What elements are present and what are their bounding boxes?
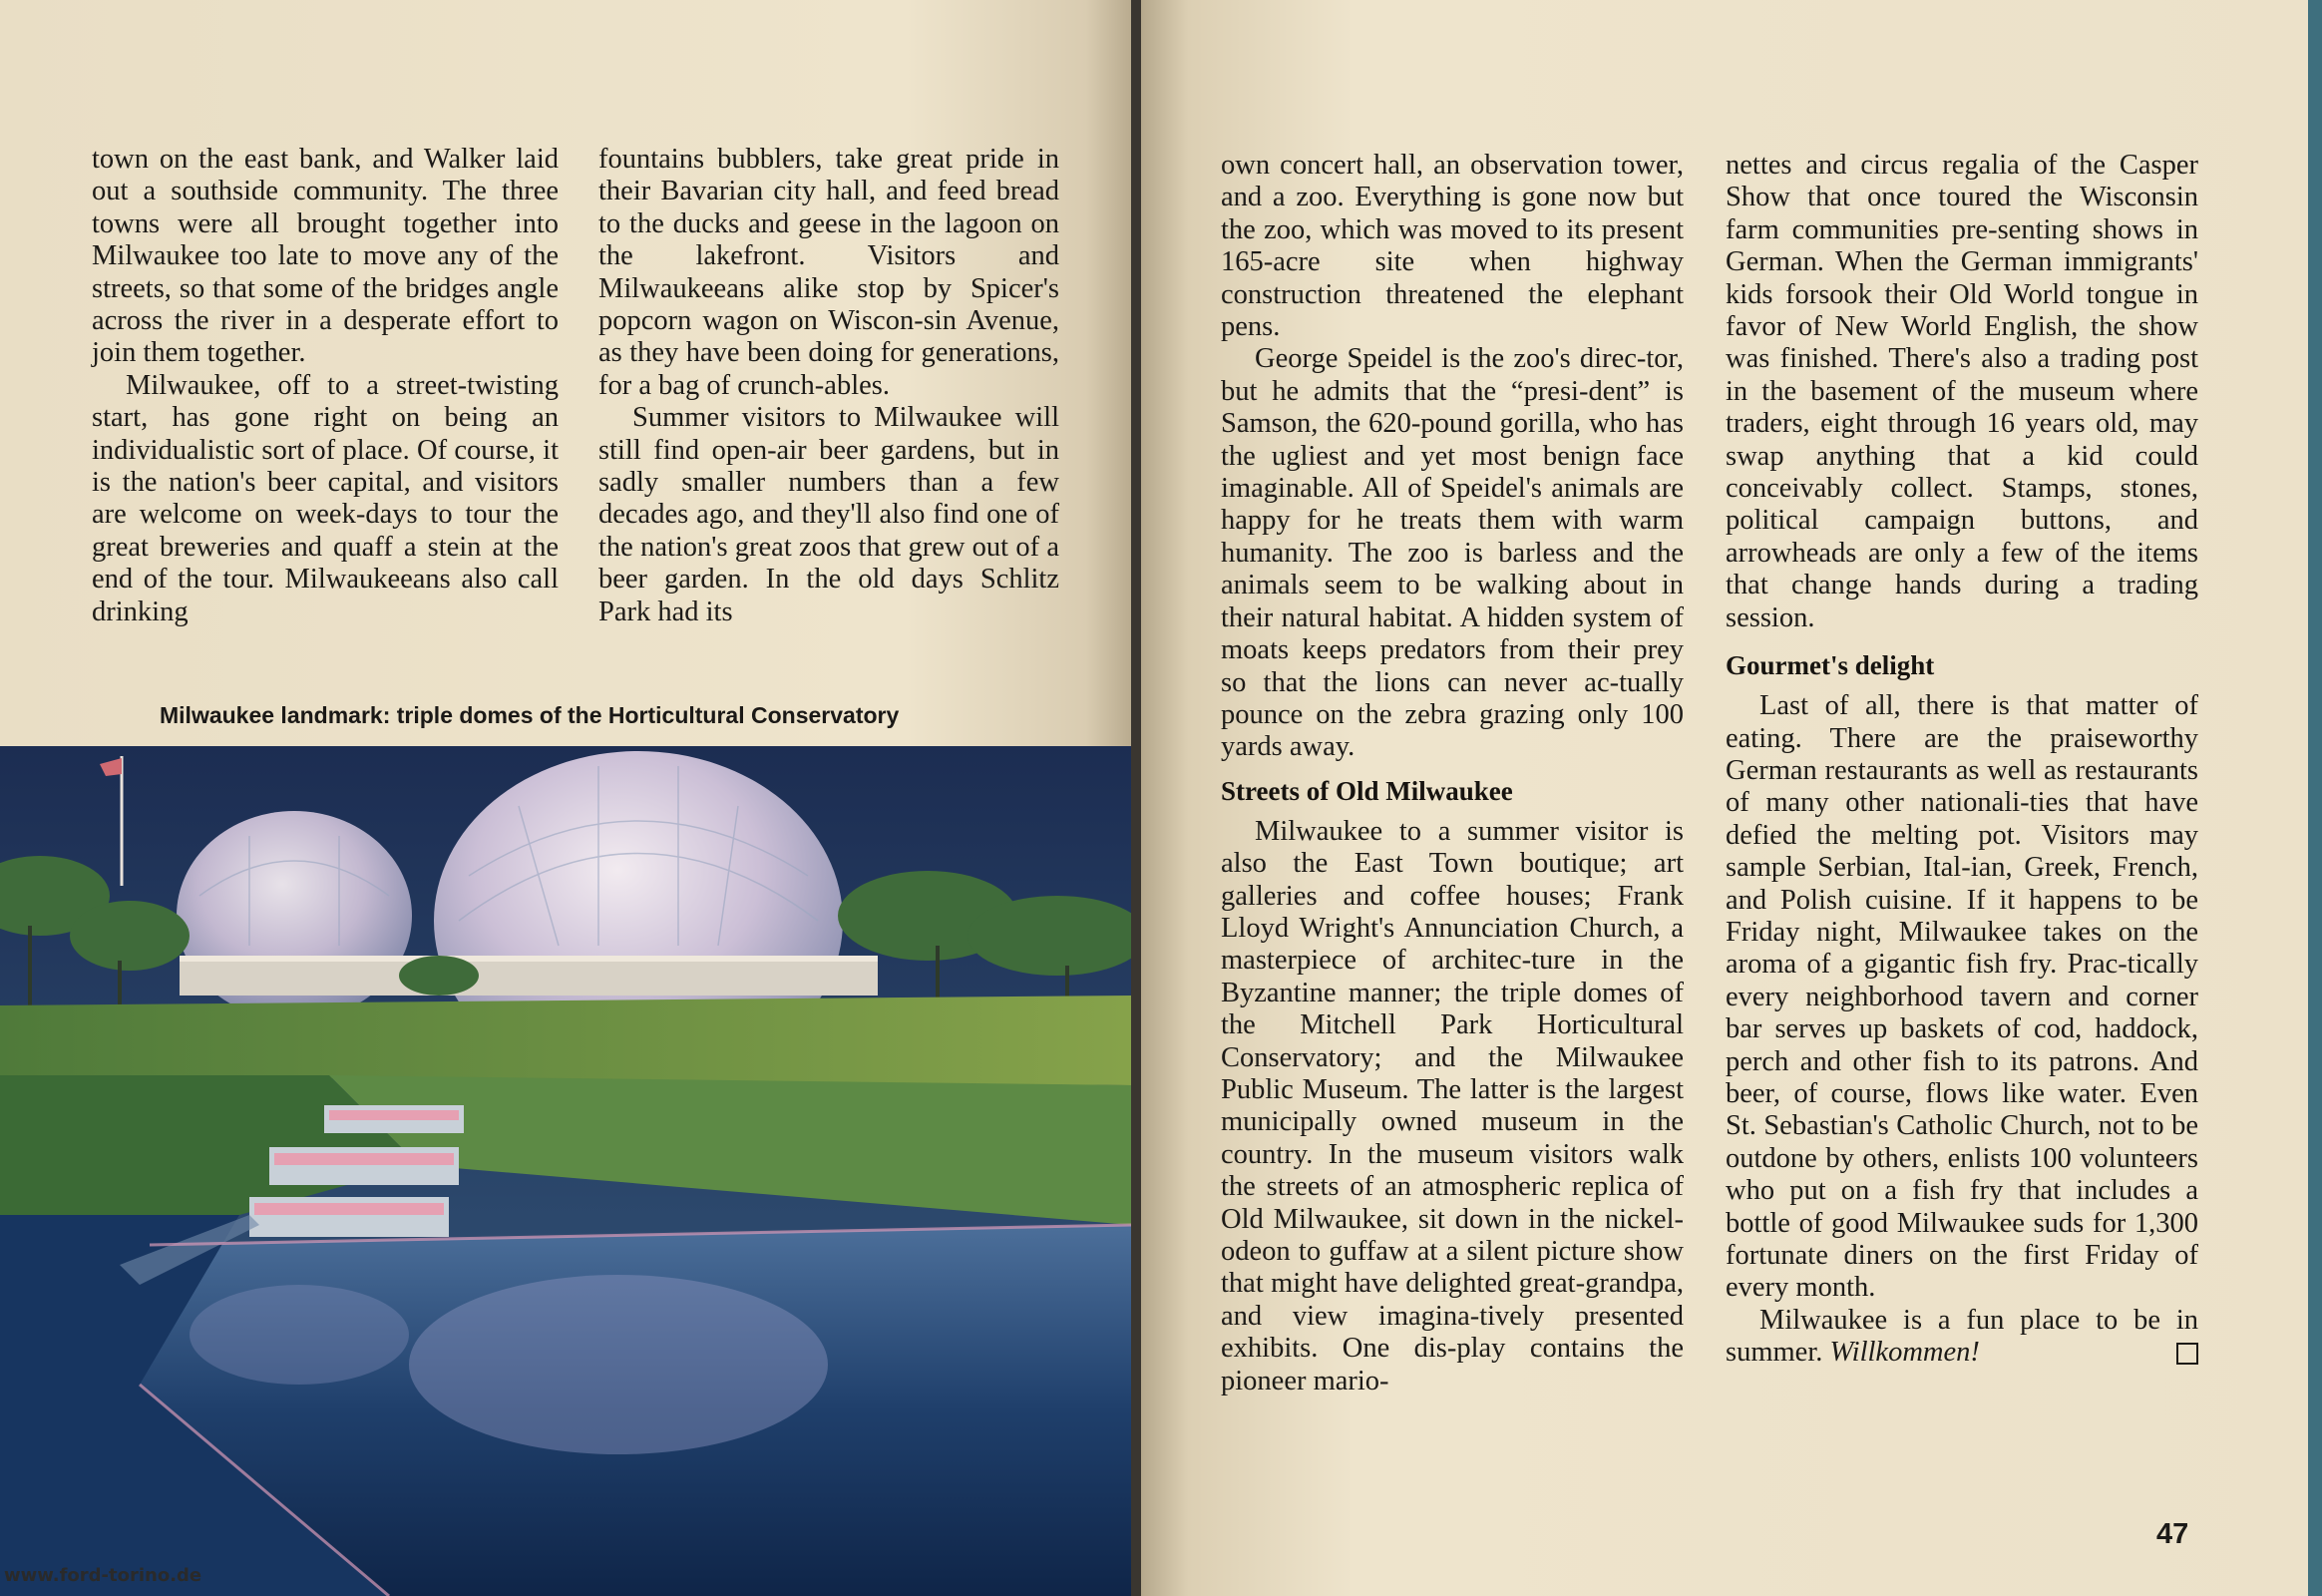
paragraph: Milwaukee, off to a street-twisting start, has gone right on being an individualistic sort of place. Of course, it is the nation's beer capital, and visitors are welcome on week-days to tour the great breweries and quaff a stein at the end of the tour. Milwaukeeans also call drinking [92, 369, 559, 627]
right-column-2 [1726, 150, 2198, 1370]
right-page [1141, 0, 2322, 1596]
closing-paragraph [1726, 1305, 2198, 1370]
left-column-2 [598, 144, 1059, 628]
end-of-article-mark [2176, 1343, 2198, 1365]
closing-italic: Willkommen! [1829, 1337, 1980, 1369]
paragraph: fountains bubblers, take great pride in their Bavarian city hall, and feed bread to the ducks and geese in the lagoon on the lakefront. Visitors and Milwaukeeans alike stop by Spicer's popcorn wagon on Wiscon-sin Avenue, as they have been doing for generations, for a bag of crunch-ables. [598, 144, 1059, 401]
website-watermark: www.ford-torino.de [4, 1565, 202, 1586]
section-heading: Gourmet's delight [1726, 650, 1935, 681]
section-heading: Streets of Old Milwaukee [1221, 775, 1513, 806]
left-column-1 [92, 144, 559, 628]
book-gutter [1131, 0, 1141, 1596]
page-number: 47 [2156, 1518, 2189, 1550]
left-page [0, 0, 1131, 1596]
paragraph: town on the east bank, and Walker laid out a southside community. The three towns were all brought together into Milwaukee too late to move any of the streets, so that some of the bridges angle across the river in a desperate effort to join them together. [92, 144, 559, 369]
paragraph: Milwaukee to a summer visitor is also the East Town boutique; art galleries and coffee houses; Frank Lloyd Wright's Annunciation Church, a masterpiece of architec-ture in the Byzantine manner; the triple domes of the Mitchell Park Horticultural Conservatory; and the Milwaukee Public Museum. The latter is the largest municipally owned museum in the country. In the museum visitors walk the streets of an atmospheric replica of Old Milwaukee, sit down in the nickel-odeon to guffaw at a silent picture show that might have delighted great-grandpa, and view imagina-tively presented exhibits. One dis-play contains the pioneer mario- [1221, 815, 1684, 1396]
right-column-1 [1221, 150, 1684, 1397]
paragraph: Summer visitors to Milwaukee will still find open-air beer gardens, but in sadly smaller numbers than a few decades ago, and they'll also find one of the nation's great zoos that grew out of a beer garden. In the old days Schlitz Park had its [598, 402, 1059, 627]
paragraph: nettes and circus regalia of the Casper Show that once toured the Wisconsin farm communities pre-senting shows in German. When the German immigrants' kids forsook their Old World tongue in favor of New World English, the show was finished. There's also a trading post in the basement of the museum where traders, eight through 16 years old, may swap anything that a kid could conceivably collect. Stamps, stones, political campaign buttons, and arrowheads are only a few of the items that change hands during a trading session. [1726, 150, 2198, 633]
cover-edge [2308, 0, 2322, 1596]
illustration-caption: Milwaukee landmark: triple domes of the Horticultural Conservatory [160, 702, 900, 728]
paragraph: George Speidel is the zoo's direc-tor, but he admits that the “presi-dent” is Samson, the 620-pound gorilla, who has the ugliest and yet most benign face imaginable. All of Speidel's animals are happy for he treats them with warm humanity. The zoo is barless and the animals seem to be walking about in their natural habitat. A hidden system of moats keeps predators from their prey so that the lions can never ac-tually pounce on the zebra grazing only 100 yards away. [1221, 343, 1684, 763]
paragraph: own concert hall, an observation tower, and a zoo. Everything is gone now but the zoo, which was moved to its present 165-acre site when highway construction threatened the elephant pens. [1221, 150, 1684, 343]
closing-text: Milwaukee is a fun place to be in summer. [1726, 1304, 2198, 1369]
paragraph: Last of all, there is that matter of eating. There are the praiseworthy German restaurants as well as restaurants of many other nationali-ties that have defied the melting pot. Visitors may sample Serbian, Ital-ian, Greek, French, and Polish cuisine. If it happens to be Friday night, Milwaukee takes on the aroma of a gigantic fish fry. Prac-tically every neighborhood tavern and corner bar serves up baskets of cod, haddock, perch and other fish to its patrons. And beer, of course, flows like water. Even St. Sebastian's Catholic Church, not to be outdone by others, enlists 100 volunteers who put on a fish fry that includes a bottle of good Milwaukee suds for 1,300 fortunate diners on the first Friday of every month. [1726, 690, 2198, 1304]
conservatory-illustration [0, 746, 1131, 1596]
